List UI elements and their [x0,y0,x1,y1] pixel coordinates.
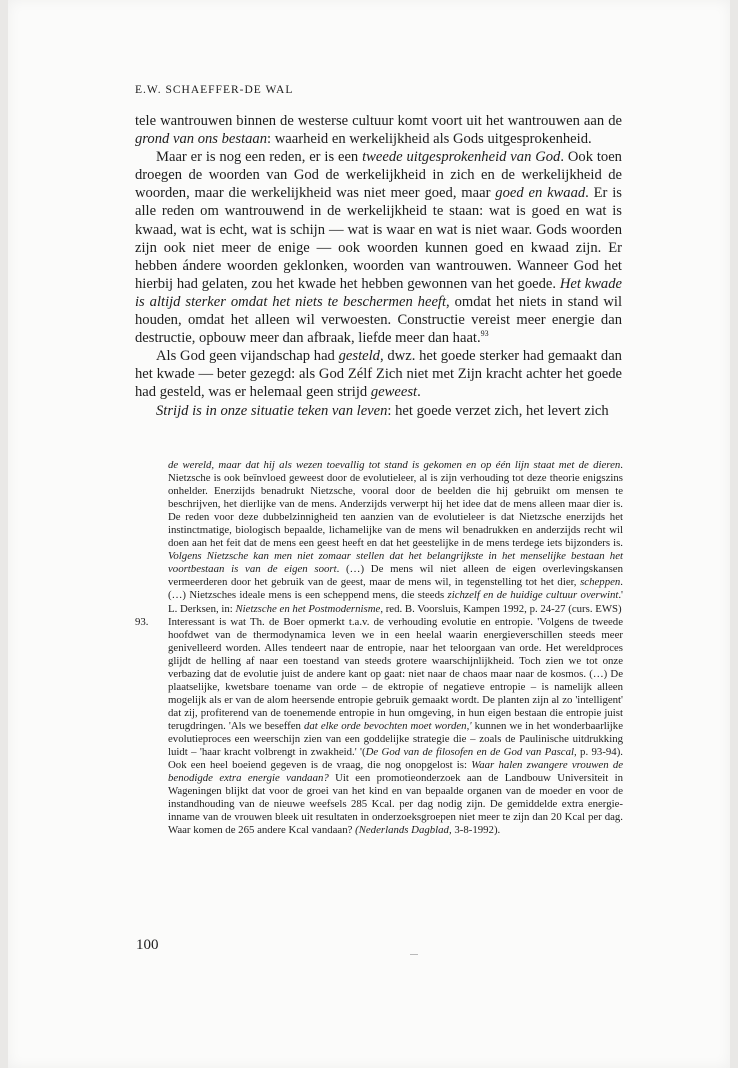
running-head: E.W. SCHAEFFER-DE WAL [135,84,294,96]
footnotes [135,459,624,837]
book-page [8,0,730,1068]
main-text [135,112,622,420]
page-number: 100 [136,937,159,953]
scan-speck [410,954,418,955]
footnote-ref-93[interactable]: 93 [480,329,489,339]
paragraph-4: Strijd is in onze situatie teken van leven: het goede verzet zich, het levert zich [156,402,609,419]
footnote-93: 93. Interessant is wat Th. de Boer opmerkt t.a.v. de verhouding evolutie en entropie. 'Volgens de tweede hoofdwet van de thermodynamica leven we in een heelal waarin energieverschillen steeds meer genivelleerd worden. Alles tendeert naar de entropie, naar het teloorgaan van orde. Het wereldproces glijdt de helling af naar een toestand van steeds grotere waarschijnlijkheid. Toch zien we tot onze verbazing dat de evolutie juist de andere kant op gaat: niet naar de chaos maar naar de kosmos. (…) De plaatselijke, kwetsbare toename van orde – de ektropie of negatieve entropie – is namelijk alleen mogelijk als er van de alom heersende entropie gebruik gemaakt wordt. De planten zijn al zo 'intelligent' dat zij, profiterend van de toenemende entropie in hun omgeving, in hun eigen bestaan die entropie juist terugdringen. 'Als we beseffen dat elke orde bevochten moet worden,' kunnen we in het wonderbaarlijke evolutieproces een weerschijn zien van een goddelijke strategie die – zoals de Paulinische uitdrukking luidt – 'haar kracht volbrengt in zwakheid.' '(De God van de filosofen en de God van Pascal, p. 93-94). Ook een heel boeiend gegeven is de vraag, die nog onopgelost is: Waar halen zwangere vrouwen de benodigde extra energie vandaan? Uit een promotieonderzoek aan de Landbouw Universiteit in Wageningen blijkt dat voor de groei van het kind en van bepaalde organen van de moeder en voor de instandhouding van de nieuwe weefsels 285 Kcal. per dag nodig zijn. De gemiddelde extra energie-inname van de vrouwen bleek uit resultaten in onderzoeksgroepen niet meer te zijn dan 20 Kcal per dag. Waar komen de 265 andere Kcal vandaan? (Nederlands Dagblad, 3-8-1992). [135,615,624,837]
footnote-continuation: de wereld, maar dat hij als wezen toevallig tot stand is gekomen en op één lijn staat met de dieren. Nietzsche is ook beïnvloed geweest door de evolutieleer, al is zijn verhouding tot deze theorie enigszins onhelder. Enerzijds benadrukt Nietzsche, vooral door de beelden die hij gebruikt om mensen te beschrijven, het dierlijke van de mens. Anderzijds verwerpt hij het idee dat de mens alleen maar dier is. De reden voor deze dubbelzinnigheid ten aanzien van de evolutieleer is dat Nietzsche enerzijds het instinctmatige, biologisch bepaalde, lichamelijke van de mens wil benadrukken en anderzijds recht wil doen aan het feit dat de mens een geest heeft en dat het geestelijke in de mens terdege iets bijzonders is. Volgens Nietzsche kan men niet zomaar stellen dat het belangrijkste in het menselijke bestaan het voortbestaan is van de eigen soort. (…) De mens wil niet alleen de eigen overlevingskansen vermeerderen door het gebruik van de geest, maar de mens wil, in tegenstelling tot het dier, scheppen. (…) Nietzsches ideale mens is een scheppend mens, die steeds zichzelf en de huidige cultuur overwint.' L. Derksen, in: Nietzsche en het Postmodernisme, red. B. Voorsluis, Kampen 1992, p. 24-27 (curs. EWS) [168,459,624,615]
paragraph-1: tele wantrouwen binnen de westerse cultuur komt voort uit het wantrouwen aan de grond van ons bestaan: waarheid en werkelijkheid als Gods uitgesprokenheid. [135,113,622,148]
paragraph-2: Maar er is nog een reden, er is een tweede uitgesprokenheid van God. Ook toen droegen de woorden van God de werkelijkheid in zich en de werkelijkheid de woorden, maar die werkelijkheid was niet meer goed, maar goed en kwaad. Er is alle reden om wantrouwend in de werkelijkheid te staan: wat is goed en wat is kwaad, wat is echt, wat is schijn — wat is waar en wat is niet waar. Gods woorden zijn ook niet meer de enige — ook woorden kunnen goed en kwaad zijn. Er hebben ándere woorden geklonken, woorden van wantrouwen. Wanneer God het hierbij had gelaten, zou het kwade het hebben gewonnen van het goede. Het kwade is altijd sterker omdat het niets te beschermen heeft, omdat het niets in stand wil houden, omdat het alleen wil verwoesten. Constructie vereist meer energie dan destructie, opbouw meer dan afbraak, liefde meer dan haat.$^{93}$ [135,149,622,347]
paragraph-3: Als God geen vijandschap had gesteld, dwz. het goede sterker had gemaakt dan het kwade — beter gezegd: als God Zélf Zich niet met Zijn kracht achter het goede had gesteld, was er helemaal geen strijd geweest. [135,348,622,401]
footnote-number: 93. [135,615,149,628]
